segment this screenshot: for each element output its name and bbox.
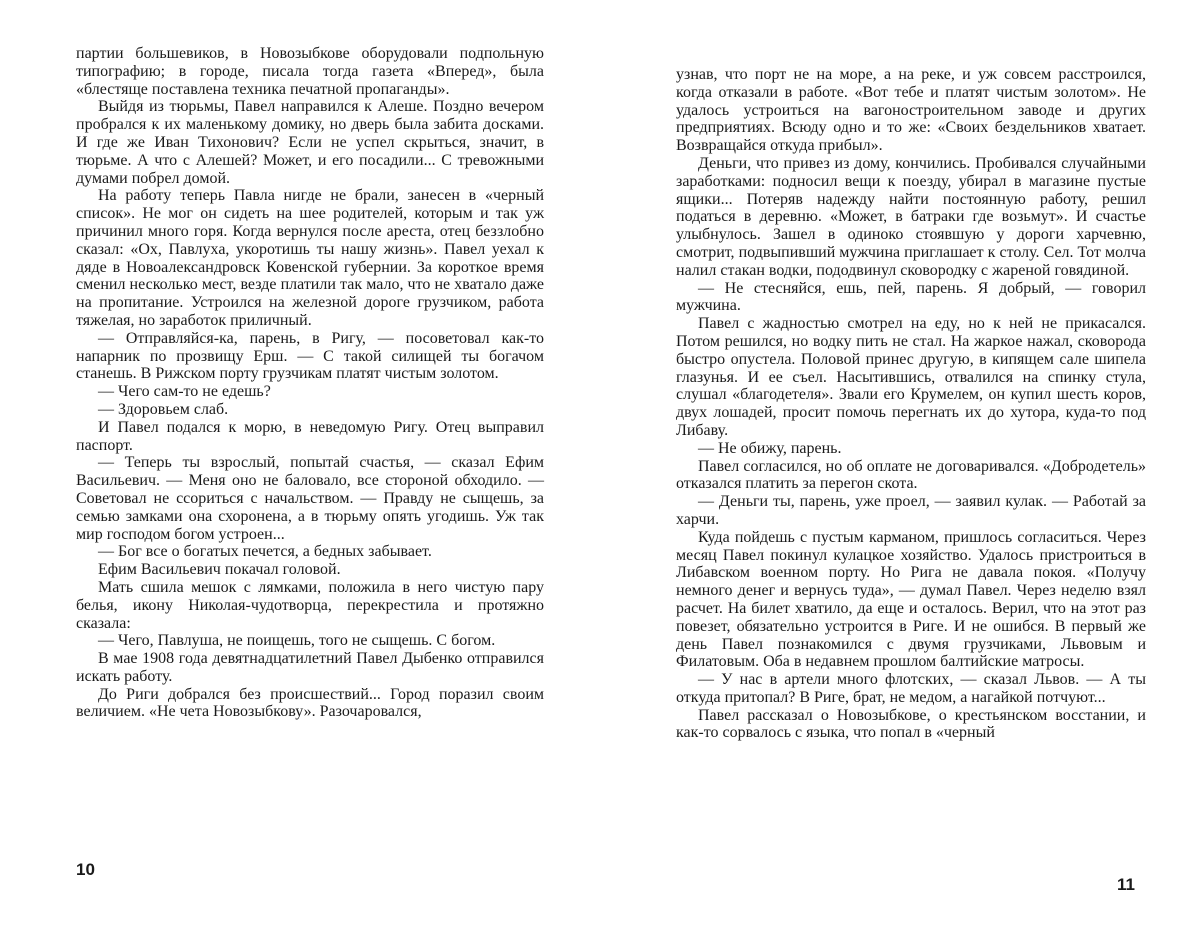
paragraph: Мать сшила мешок с лямками, положила в него чистую пару белья, икону Николая-чудотворца, перекрестила и протяжно сказала: <box>76 579 544 632</box>
left-page-text <box>76 45 544 721</box>
paragraph: Павел рассказал о Новозыбкове, о крестьянском восстании, и как-то сорвалось с языка, что попал в «черный <box>676 707 1146 743</box>
paragraph: Павел согласился, но об оплате не договаривался. «Добродетель» отказался платить за перегон скота. <box>676 458 1146 494</box>
paragraph: Деньги, что привез из дому, кончились. Пробивался случайными заработками: подносил вещи к поезду, убирал в магазине пустые ящики... Потеряв надежду найти постоянную работу, решил податься в деревню. «Может, в батраки где возьмут». И счастье улыбнулось. Зашел в одиноко стоявшую у дороги харчевню, смотрит, подвыпивший мужчина приглашает к столу. Сел. Тот молча налил стакан водки, пододвинул сковородку с жареной говядиной. <box>676 155 1146 280</box>
paragraph: — Не стесняйся, ешь, пей, парень. Я добрый, — говорил мужчина. <box>676 280 1146 316</box>
paragraph: — Деньги ты, парень, уже проел, — заявил кулак. — Работай за харчи. <box>676 493 1146 529</box>
right-page-text <box>676 66 1146 742</box>
paragraph: узнав, что порт не на море, а на реке, и уж совсем расстроился, когда отказали в работе. «Вот тебе и платят чистым золотом». Не удалось устроиться на вагоностроительном заводе и других предприятиях. Всюду одно и то же: «Своих бездельников хватает. Возвращайся откуда прибыл». <box>676 66 1146 155</box>
page-number: 10 <box>76 860 95 880</box>
paragraph: — Здоровьем слаб. <box>76 401 544 419</box>
paragraph: — Чего сам-то не едешь? <box>76 383 544 401</box>
paragraph: — У нас в артели много флотских, — сказал Львов. — А ты откуда притопал? В Риге, брат, не медом, а нагайкой потчуют... <box>676 671 1146 707</box>
paragraph: — Теперь ты взрослый, попытай счастья, — сказал Ефим Васильевич. — Меня оно не баловало, все стороной обходило. — Советовал не ссориться с начальством. — Правду не сыщешь, за семью замками она схоронена, а в тюрьму опять угодишь. Уж так мир господом богом устроен... <box>76 454 544 543</box>
paragraph: партии большевиков, в Новозыбкове оборудовали подпольную типографию; в городе, писала тогда газета «Вперед», была «блестяще поставлена техника печатной пропаганды». <box>76 45 544 98</box>
paragraph: — Чего, Павлуша, не поищешь, того не сыщешь. С богом. <box>76 632 544 650</box>
paragraph: — Бог все о богатых печется, а бедных забывает. <box>76 543 544 561</box>
paragraph: — Отправляйся-ка, парень, в Ригу, — посоветовал как-то напарник по прозвищу Ерш. — С такой силищей ты богачом станешь. В Рижском порту грузчикам платят чистым золотом. <box>76 330 544 383</box>
paragraph: До Риги добрался без происшествий... Город поразил своим величием. «Не чета Новозыбкову». Разочаровался, <box>76 686 544 722</box>
paragraph: Ефим Васильевич покачал головой. <box>76 561 544 579</box>
page-number: 11 <box>1117 875 1135 895</box>
paragraph: — Не обижу, парень. <box>676 440 1146 458</box>
left-page <box>0 0 600 926</box>
right-page <box>600 0 1200 926</box>
paragraph: Выйдя из тюрьмы, Павел направился к Алеше. Поздно вечером пробрался к их маленькому домику, но дверь была забита досками. И где же Иван Тихонович? Если не успел скрыться, значит, в тюрьме. А что с Алешей? Может, и его посадили... С тревожными думами побрел домой. <box>76 98 544 187</box>
paragraph: Куда пойдешь с пустым карманом, пришлось согласиться. Через месяц Павел покинул кулацкое хозяйство. Удалось пристроиться в Либавском военном порту. Но Рига не давала покоя. «Получу немного денег и вернусь туда», — думал Павел. Через неделю взял расчет. На билет хватило, да еще и осталось. Верил, что на этот раз повезет, обязательно устроится в Риге. И не ошибся. В первый же день Павел познакомился с двумя грузчиками, Львовым и Филатовым. Оба в недавнем прошлом балтийские матросы. <box>676 529 1146 671</box>
paragraph: В мае 1908 года девятнадцатилетний Павел Дыбенко отправился искать работу. <box>76 650 544 686</box>
paragraph: Павел с жадностью смотрел на еду, но к ней не прикасался. Потом решился, но водку пить не стал. На жаркое нажал, сковорода быстро опустела. Половой принес другую, в кипящем сале шипела глазунья. И ее съел. Насытившись, отвалился на спинку стула, слушал «благодетеля». Звали его Крумелем, он купил шесть коров, двух лошадей, просит помочь перегнать их до хутора, куда-то под Либаву. <box>676 315 1146 440</box>
paragraph: На работу теперь Павла нигде не брали, занесен в «черный список». Не мог он сидеть на шее родителей, которым и так уж причинил много горя. Когда вернулся после ареста, отец беззлобно сказал: «Ох, Павлуха, укоротишь ты нашу жизнь». Павел уехал к дяде в Новоалександровск Ковенской губернии. За короткое время сменил несколько мест, везде платили так мало, что не хватало даже на пропитание. Устроился на железной дороге грузчиком, работа тяжелая, но заработок приличный. <box>76 187 544 329</box>
paragraph: И Павел подался к морю, в неведомую Ригу. Отец выправил паспорт. <box>76 419 544 455</box>
